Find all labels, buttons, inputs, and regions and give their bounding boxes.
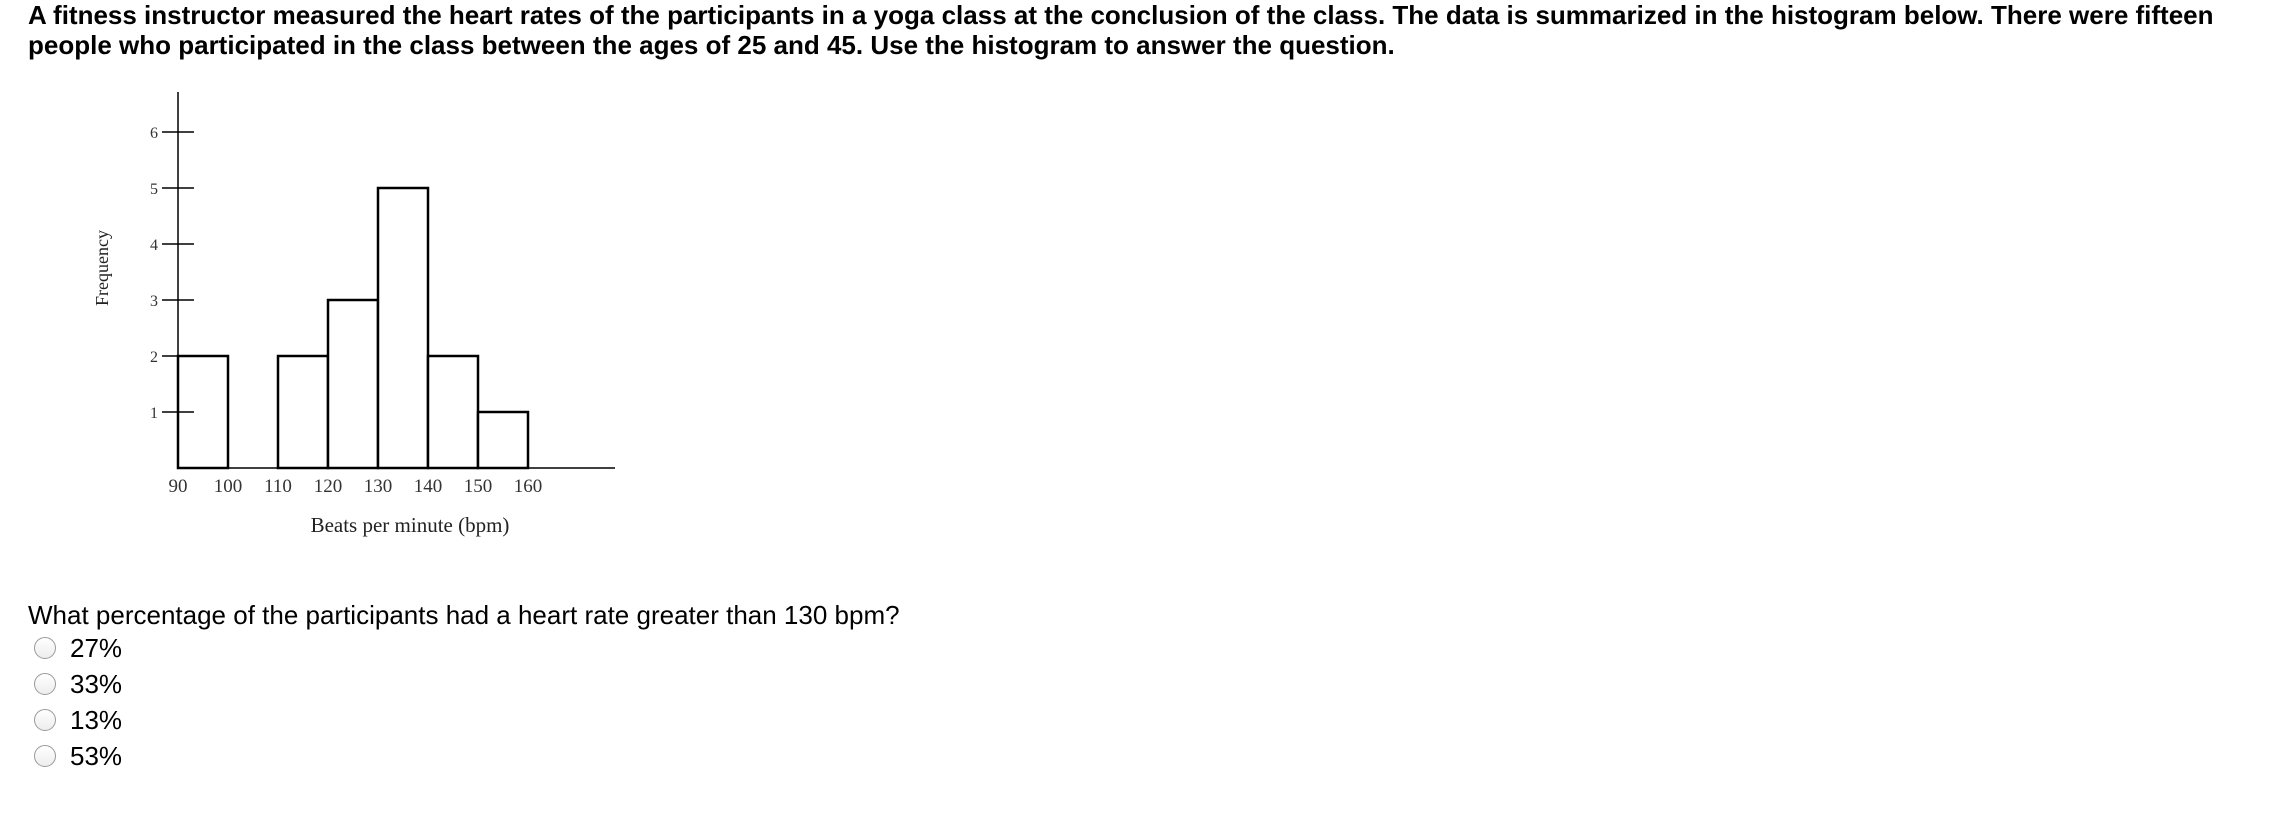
answer-option-label: 33% — [70, 668, 123, 699]
y-tick-label: 4 — [150, 237, 158, 254]
answer-option-4[interactable] — [34, 738, 122, 774]
answer-option-1[interactable] — [34, 630, 122, 666]
x-tick-label: 140 — [413, 476, 443, 497]
histogram-chart — [60, 80, 640, 550]
answer-option-label: 27% — [70, 632, 123, 663]
histogram-bar — [378, 188, 428, 468]
radio-button-icon[interactable] — [34, 709, 56, 731]
radio-button-icon[interactable] — [34, 673, 56, 695]
answer-option-3[interactable] — [34, 702, 122, 738]
x-tick-label: 150 — [463, 476, 493, 497]
x-tick-label: 90 — [168, 476, 188, 497]
histogram-bar — [478, 412, 528, 468]
radio-button-icon[interactable] — [34, 637, 56, 659]
y-tick-label: 2 — [150, 349, 158, 366]
answer-option-2[interactable] — [34, 666, 122, 702]
x-tick-label: 120 — [313, 476, 343, 497]
histogram-svg — [60, 80, 640, 550]
y-tick-label: 3 — [150, 293, 158, 310]
x-axis-label: Beats per minute (bpm) — [310, 513, 510, 537]
x-tick-label: 160 — [513, 476, 543, 497]
radio-button-icon[interactable] — [34, 745, 56, 767]
y-tick-label: 1 — [150, 405, 158, 422]
histogram-bar — [428, 356, 478, 468]
answer-option-label: 13% — [70, 704, 123, 735]
histogram-bar — [328, 300, 378, 468]
x-tick-label: 100 — [213, 476, 243, 497]
x-tick-label: 130 — [363, 476, 393, 497]
y-axis-label: Frequency — [92, 230, 112, 306]
y-tick-label: 6 — [150, 125, 158, 142]
answer-options — [34, 630, 122, 774]
question-intro: A fitness instructor measured the heart rates of the participants in a yoga class at the conclusion of the class. The data is summarized in the histogram below. There were fifteen people who participated in the class between the ages of 25 and 45. Use the histogram to answer the question. — [28, 0, 2214, 60]
histogram-bar — [278, 356, 328, 468]
question-prompt: What percentage of the participants had a heart rate greater than 130 bpm? — [28, 600, 900, 630]
answer-option-label: 53% — [70, 740, 123, 771]
y-tick-label: 5 — [150, 181, 158, 198]
x-tick-label: 110 — [264, 476, 292, 497]
